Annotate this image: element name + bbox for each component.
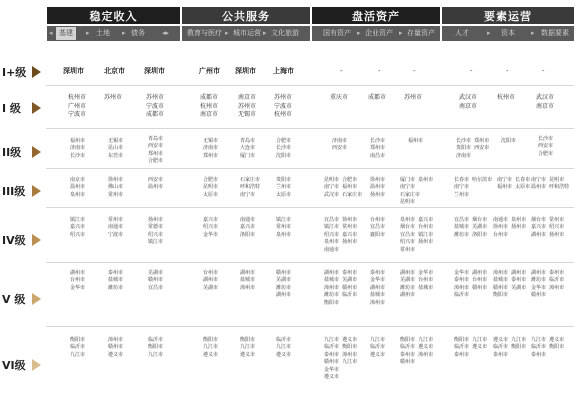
cell-r4-c7: 宜昌市 徐州市 镇江市 常州市 绍兴市 嘉兴市 泉州市 扬州市 南通市 <box>324 217 358 253</box>
tier-arrow-icon <box>32 146 41 158</box>
cell-r3-c9: 厦门市 泉州市 南宁市 石家庄市 昆明市 <box>400 177 434 206</box>
subtab-city-operation[interactable]: 城市运营 <box>233 29 261 37</box>
cell-r5-c3: 芜湖市 赣州市 宜昌市 <box>148 270 164 291</box>
cell-r0-c4: 广州市 <box>199 67 220 75</box>
cell-r2-c8: 长沙市 郑州市 南昌市 <box>370 138 386 159</box>
cell-r1-c5: 南京市 苏州市 无锡市 <box>238 94 257 118</box>
cell-r3-c12: 南宁市 昆明市 温州市 呼和浩特 <box>531 177 570 191</box>
cell-r6-c4: 衡阳市 九江市 遵义市 <box>203 337 219 358</box>
cell-r1-c1: 杭州市 广州市 宁波市 <box>68 94 87 118</box>
cell-r2-c4: 无锡市 济南市 郑州市 <box>203 138 219 159</box>
cell-r5-c11: 漳州市 湖州市 盐城市 泰州市 赣州市 芜湖市 衡阳市 <box>493 270 527 299</box>
subtabs-factor-operation <box>442 26 574 41</box>
cell-r0-c7: - <box>340 67 343 75</box>
subtabs-stable-income <box>47 26 180 41</box>
cell-r4-c9: 泉州市 嘉兴市 烟台市 台州市 宜昌市 镇江市 绍兴市 扬州市 常州市 <box>400 217 434 253</box>
cell-r5-c1: 湖州市 台州市 金华市 <box>70 270 86 291</box>
cell-r1-c11: 杭州市 <box>497 94 516 101</box>
subtab-education-medical[interactable]: 教育与医疗 <box>187 29 222 37</box>
divider-arrow-icon: ▸ <box>263 29 267 37</box>
cell-r2-c5: 青岛市 大连市 厦门市 <box>240 138 256 159</box>
cell-r0-c5: 深圳市 <box>235 67 256 75</box>
subtab-culture-tourism[interactable]: 文化旅游 <box>271 29 299 37</box>
cell-r1-c3: 苏州市 宁波市 成都市 <box>146 94 165 118</box>
cell-r3-c7: 昆明市 合肥市 南宁市 福州市 武汉市 石家庄市 <box>324 177 363 198</box>
tier-text: I 级 <box>2 102 21 115</box>
cell-r6-c12: 九江市 遵义市 临沂市 衡阳市 泰州市 <box>531 337 565 358</box>
cell-r6-c3: 临沂市 衡阳市 九江市 <box>148 337 164 358</box>
cell-r1-c12: 武汉市 南京市 <box>536 94 555 110</box>
cell-r2-c9: 福州市 <box>408 138 424 144</box>
subtab-land[interactable]: 土地 <box>96 29 110 37</box>
tier-text: I+级 <box>2 66 27 79</box>
tier-label-iii <box>2 183 44 199</box>
row-divider <box>46 85 574 86</box>
cell-r5-c6: 赣州市 芜湖市 潍坊市 湖州市 <box>276 270 292 299</box>
cell-r2-c12: 长沙市 西安市 合肥市 <box>538 136 554 157</box>
cell-r0-c12: - <box>542 67 545 75</box>
divider-arrow-icon: ▸ <box>122 29 126 37</box>
tier-label-iv <box>2 232 44 248</box>
tier-label-iplus <box>2 64 44 80</box>
cell-r6-c2: 漳州市 赣州市 遵义市 <box>108 337 124 358</box>
right-arrow-icon[interactable]: ◂▸ <box>162 29 170 37</box>
cell-r1-c6: 苏州市 宁波市 杭州市 <box>274 94 293 118</box>
cell-r4-c12: 烟台市 常州市 嘉兴市 绍兴市 湖州市 扬州市 <box>531 217 565 238</box>
cell-r0-c11: - <box>506 67 509 75</box>
subtab-state-assets[interactable]: 国有资产 <box>323 29 351 37</box>
cell-r5-c4: 台州市 湖州市 芜湖市 <box>203 270 219 291</box>
cell-r3-c6: 贵阳市 兰州市 太原市 <box>276 177 292 198</box>
cell-r3-c11: 南宁市 长春市 福州市 太原市 <box>497 177 531 191</box>
tier-arrow-icon <box>32 102 41 114</box>
cell-r0-c9: - <box>413 67 416 75</box>
cell-r2-c6: 合肥市 长沙市 沈阳市 <box>276 138 292 159</box>
tier-arrow-icon <box>32 234 41 246</box>
cell-r0-c2: 北京市 <box>104 67 125 75</box>
row-divider <box>46 168 574 169</box>
cell-r2-c7: 济南市 西安市 <box>332 138 348 152</box>
cell-r4-c5: 南通市 嘉兴市 洛阳市 <box>240 217 256 238</box>
row-divider <box>46 326 574 327</box>
cell-r6-c6: 临沂市 九江市 遵义市 <box>276 337 292 358</box>
tier-arrow-icon <box>32 185 41 197</box>
cell-r6-c5: 衡阳市 九江市 遵义市 <box>240 337 256 358</box>
subtab-debt[interactable]: 债务 <box>131 29 145 37</box>
cell-r1-c2: 苏州市 <box>104 94 123 101</box>
subtabs-public-service <box>182 26 310 41</box>
cell-r5-c7: 湖州市 泰州市 盐城市 芜湖市 漳州市 赣州市 潍坊市 临沂市 衡阳市 <box>324 270 358 306</box>
cell-r2-c2: 无锡市 昆山市 东莞市 <box>108 138 124 159</box>
tier-arrow-icon <box>32 359 41 371</box>
cell-r4-c2: 常州市 南通市 宁波市 <box>108 217 124 238</box>
cell-r6-c11: 遵义市 九江市 临沂市 衡阳市 泰州市 <box>493 337 527 358</box>
cell-r2-c1: 福州市 济南市 长沙市 <box>70 138 86 159</box>
cell-r5-c9: 湖州市 金华市 芜湖市 台州市 潍坊市 盐城市 湖州市 <box>400 270 434 299</box>
row-divider <box>46 207 574 208</box>
tier-label-v <box>2 291 44 307</box>
cell-r3-c8: 徐州市 温州市 扬州市 <box>370 177 386 198</box>
divider-arrow-icon: ▸ <box>86 29 90 37</box>
row-divider <box>46 128 574 129</box>
divider-arrow-icon: ▸ <box>357 29 361 37</box>
cell-r4-c10: 宜昌市 烟台市 盐城市 芜湖市 潍坊市 洛阳市 <box>454 217 488 238</box>
tier-label-ii <box>2 144 44 160</box>
cell-r1-c7: 重庆市 <box>330 94 349 101</box>
cell-r2-c3: 青岛市 西安市 郑州市 合肥市 <box>148 136 164 165</box>
cell-r4-c1: 镇江市 嘉兴市 绍兴市 <box>70 217 86 238</box>
cell-r0-c3: 深圳市 <box>144 67 165 75</box>
cell-r2-c11: 沈阳市 <box>501 138 517 144</box>
cell-r5-c2: 泰州市 盐城市 潍坊市 <box>108 270 124 291</box>
tier-label-i <box>2 100 44 116</box>
cell-r4-c8: 台州市 宜昌市 襄阳市 <box>370 217 386 238</box>
cell-r1-c8: 成都市 <box>368 94 387 101</box>
cell-r1-c9: 苏州市 <box>404 94 423 101</box>
divider-arrow-icon: ▸ <box>531 29 535 37</box>
cell-r3-c5: 石家庄市 呼和浩特 南宁市 <box>240 177 261 198</box>
row-divider <box>46 262 574 263</box>
subtab-talent[interactable]: 人才 <box>455 29 469 37</box>
tier-text: III级 <box>2 185 26 198</box>
cell-r4-c6: 镇江市 常州市 泉州市 <box>276 217 292 238</box>
cell-r5-c8: 泰州市 金华市 湖州市 盐城市 漳州市 <box>370 270 386 306</box>
cell-r3-c2: 徐州市 佛山市 常州市 <box>108 177 124 198</box>
subtab-enterprise-assets[interactable]: 企业资产 <box>365 29 393 37</box>
divider-arrow-icon: ▸ <box>399 29 403 37</box>
cell-r1-c10: 武汉市 南京市 <box>459 94 478 110</box>
cell-r3-c4: 合肥市 昆明市 太原市 <box>203 177 219 198</box>
cell-r5-c10: 金华市 湖州市 泰州市 台州市 漳州市 赣州市 临沂市 <box>454 270 488 299</box>
cell-r0-c8: - <box>378 67 381 75</box>
divider-arrow-icon: ▸ <box>225 29 229 37</box>
header-revitalize-assets: 盘活资产 <box>312 7 440 24</box>
cell-r6-c8: 九江市 临沂市 遵义市 <box>370 337 386 358</box>
tier-text: II级 <box>2 146 22 159</box>
cell-r1-c4: 成都市 杭州市 南京市 <box>200 94 219 118</box>
cell-r3-c1: 南京市 温州市 泉州市 <box>70 177 86 198</box>
header-factor-operation: 要素运营 <box>442 7 574 24</box>
header-public-service: 公共服务 <box>182 7 310 24</box>
cell-r0-c1: 深圳市 <box>63 67 84 75</box>
cell-r6-c10: 衡阳市 九江市 临沂市 遵义市 泰州市 <box>454 337 488 358</box>
tier-arrow-icon <box>32 66 41 78</box>
subtab-infrastructure[interactable]: 基建 <box>56 27 76 40</box>
cell-r5-c12: 湖州市 泰州市 潍坊市 临沂市 金华市 漳州市 赣州市 <box>531 270 565 299</box>
cell-r3-c10: 长春市 哈尔滨市 南宁市 兰州市 <box>454 177 493 198</box>
cell-r4-c11: 南通市 泉州市 徐州市 扬州市 台州市 <box>493 217 527 238</box>
cell-r6-c7: 九江市 遵义市 临沂市 衡阳市 泰州市 漳州市 赣州市 九江市 金华市 遵义市 <box>324 337 358 381</box>
header-stable-income: 稳定收入 <box>47 7 180 24</box>
cell-r5-c5: 湖州市 盐城市 漳州市 <box>240 270 256 291</box>
tier-text: VI级 <box>2 359 26 372</box>
subtab-stock-assets[interactable]: 存量资产 <box>407 29 435 37</box>
divider-arrow-icon: ▸ <box>487 29 491 37</box>
tier-arrow-icon <box>32 293 41 305</box>
cell-r0-c10: - <box>470 67 473 75</box>
tier-text: IV级 <box>2 234 26 247</box>
tier-label-vi <box>2 357 44 373</box>
cell-r4-c4: 嘉兴市 绍兴市 金华市 <box>203 217 219 238</box>
cell-r3-c3: 西安市 温州市 <box>148 177 164 191</box>
subtab-data-factor[interactable]: 数据要素 <box>541 29 569 37</box>
tier-text: V 级 <box>2 293 26 306</box>
subtabs-revitalize-assets <box>312 26 440 41</box>
cell-r2-c10: 长沙市 郑州市 贵阳市 西安市 济南市 <box>456 138 490 159</box>
cell-r0-c6: 上海市 <box>273 67 294 75</box>
cell-r6-c1: 衡阳市 临沂市 九江市 <box>70 337 86 358</box>
cell-r4-c3: 扬州市 常德市 绍兴市 镇江市 <box>148 217 164 246</box>
cell-r6-c9: 衡阳市 九江市 临沂市 遵义市 泰州市 漳州市 赣州市 <box>400 337 434 366</box>
subtab-capital[interactable]: 资本 <box>501 29 515 37</box>
left-arrow-icon[interactable]: ◂ <box>49 29 53 37</box>
